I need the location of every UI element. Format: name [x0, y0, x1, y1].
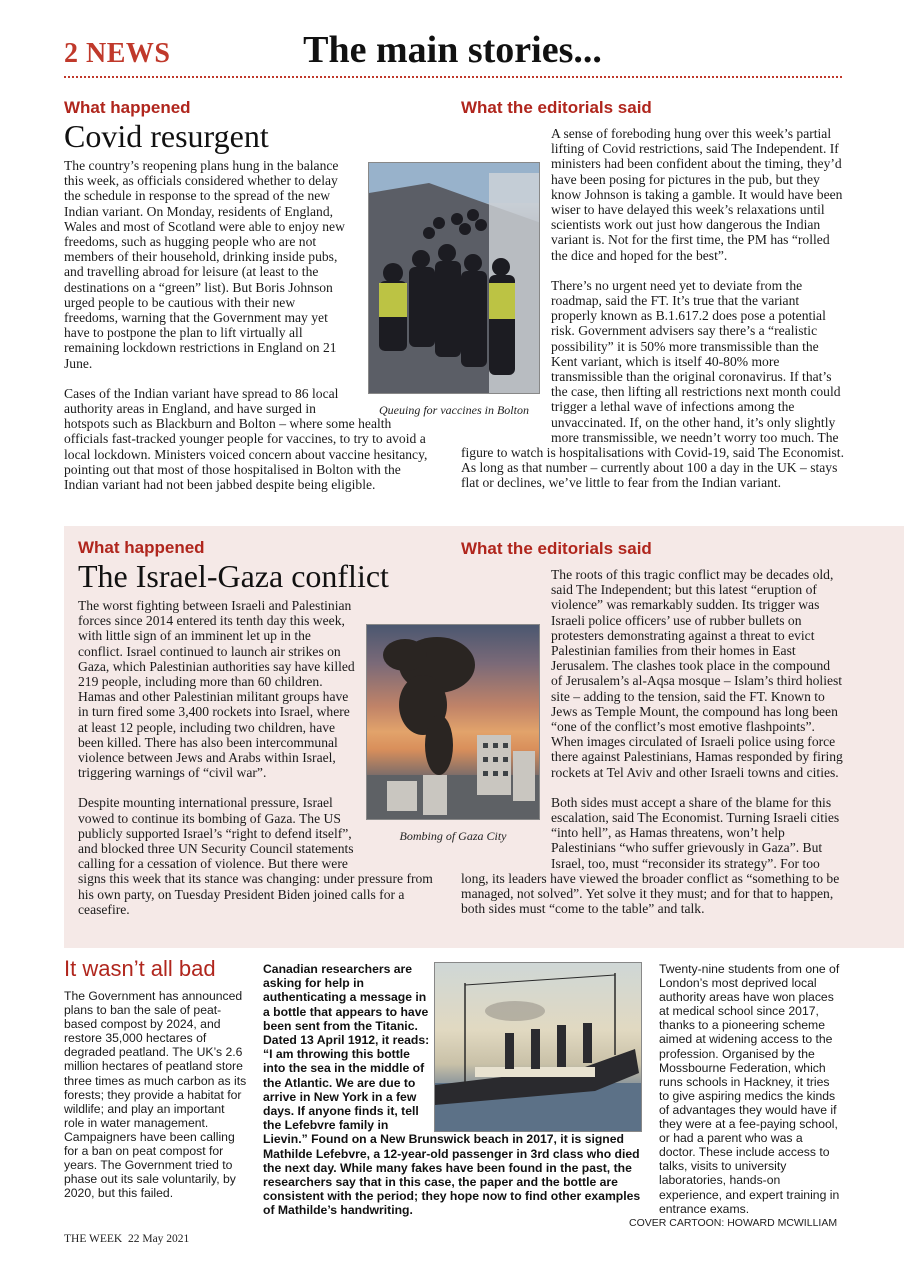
titanic-photo	[434, 962, 642, 1132]
vaccine-photo-caption: Queuing for vaccines in Bolton	[379, 403, 529, 417]
covid-headline: Covid resurgent	[64, 118, 269, 154]
gaza-kicker: What happened	[78, 538, 205, 557]
covid-editorial-kicker: What the editorials said	[461, 98, 652, 117]
gaza-editorial-body	[461, 567, 843, 931]
gaza-para-2: Despite mounting international pressure, Israel vowed to continue its bombing of Gaza. The US publicly supported Israel’s “right to defend itself”, and blocked three UN Security Council statements calling for a cessation of violence. But there were signs this week that its stance was changing: under pressure from his own party, on Tuesday President Biden joined calls for a ceasefire.	[78, 795, 433, 917]
gaza-editorial-para-1: The roots of this tragic conflict may be decades old, said The Independent; but this latest “eruption of violence” was remarkably sudden. Its trigger was Israeli police officers’ use of rubber bullets on protesters demonstrating against a threat to evict Palestinian families from their homes in East Jerusalem. The clashes took place in the compound of Jerusalem’s al-Aqsa mosque – Islam’s third holiest site – adding to the tension, said the FT. Known to Jews as Temple Mount, the compound has long been “one of the conflict’s most emotive flashpoints”. When images circulated of Israeli police using force there against Palestinians, Hamas responded by firing rockets at Tel Aviv and other Israeli towns and cities.	[551, 567, 843, 780]
not-all-bad-heading: It wasn’t all bad	[64, 956, 216, 981]
gaza-photo-caption: Bombing of Gaza City	[399, 829, 507, 843]
covid-editorial-para-1: A sense of foreboding hung over this week’s partial lifting of Covid restrictions, said The Independent. If ministers had been confident about the timing, they’d have been posing for pictures in the pub, but they know Johnson is taking a gamble. It would have been wiser to have delayed this week’s relaxations until scientists work out just how dangerous the Indian variant is. Not for the first time, the PM has “rolled the dice and hoped for the best”.	[551, 126, 843, 263]
gaza-headline: The Israel-Gaza conflict	[78, 558, 389, 594]
header-divider	[64, 76, 842, 78]
gaza-editorial-kicker: What the editorials said	[461, 539, 652, 558]
cover-credit: COVER CARTOON: HOWARD MCWILLIAM	[629, 1217, 838, 1229]
gaza-para-1: The worst fighting between Israeli and Palestinian forces since 2014 entered its tenth day this week, with little sign of an imminent let up in the conflict. Israel continued to launch air strikes on Gaza, which Palestinian authorities say have killed 219 people, including more than 60 children. Hamas and other Palestinian militant groups have in turn fired some 3,400 rockets into Israel, where at least 12 people, including two children, have been killed. There has also been intercommunal violence between Jews and Arabs within Israel, triggering warnings of “civil war”.	[78, 598, 355, 781]
page-title: The main stories...	[303, 29, 602, 71]
medical-students-brief: Twenty-nine students from one of London’s most deprived local authority areas have won places at medical school since 2017, thanks to a pioneering scheme aimed at widening access to the profession. Organised by the Mossbourne Federation, which runs schools in Hackney, it tries to give aspiring medics the kinds of advantages they would have if they were at a fee-paying school, or had a parent who was a doctor. These include access to talks, visits to university laboratories, hands-on experience, and expert training in entrance exams.	[659, 962, 840, 1216]
gaza-editorial-para-2: Both sides must accept a share of the blame for this escalation, said The Economist. Turning Israeli cities “into hell”, as Hamas threatens, won’t help Palestinians “who suffer grievously in Gaza”. But Israel, too, must “reconsider its strategy”. For too long, its leaders have viewed the broader conflict as “something to be managed, not solved”. Yet solve it they must; and for that to happen, both sides must “come to the table” and talk.	[461, 794, 840, 917]
covid-editorial-para-2: There’s no urgent need yet to deviate from the roadmap, said the FT. It’s true that the variant properly known as B.1.617.2 does pose a potential risk. Government advisers say there’s a “realistic possibility” it is 50% more transmissible than the Kent variant, which is itself 40-80% more transmissible than the original coronavirus. If that’s the case, then lifting all restrictions next month could trigger a lethal wave of infections among the unvaccinated. If, on the other hand, it’s only slightly more transmissible, we needn’t worry too much. The figure to watch is hospitalisations with Covid-19, said The Economist. As long as that number – currently about 100 a day in the UK – stays flat or declines, we’ve little to fear from the Indian variant.	[461, 277, 844, 491]
covid-para-2: Cases of the Indian variant have spread to 86 local authority areas in England, and have surged in hotspots such as Blackburn and Bolton – where some health officials fast-tracked younger people for vaccines, to try to avoid a local lockdown. Ministers voiced concern about vaccine hesitancy, pointing out that most of those hospitalised in Bolton with the Indian variant had not been jabbed despite being eligible.	[64, 385, 428, 493]
covid-editorial-body	[461, 126, 844, 506]
publication-footer: THE WEEK 22 May 2021	[64, 1233, 190, 1245]
section-name: NEWS	[86, 38, 171, 69]
covid-para-1: The country’s reopening plans hung in the balance this week, as officials considered whether to delay the schedule in response to the spread of the new Indian variant. On Monday, residents of England, Wales and most of Scotland were able to enjoy new freedoms, such as hugging people who are not members of their household, drinking inside pubs, and travelling abroad for leisure (at least to the destinations on a “green” list). But Boris Johnson urged people to be cautious with their new freedoms, warning that the Government may yet have to postpone the plan to lift virtually all remaining lockdown restrictions in England on 21 June.	[64, 158, 345, 371]
peat-brief: The Government has announced plans to ban the sale of peat-based compost by 2024, and restore 35,000 hectares of degraded peatland. The UK’s 2.6 million hectares of peatland store three times as much carbon as its forests; they provide a habitat for wildlife; and play an important role in water management. Campaigners have been calling for a ban on peat compost for years. The Government tried to phase out its sale voluntarily, by 2020, but this failed.	[64, 989, 247, 1201]
titanic-bottle-text: Canadian researchers are asking for help in authenticating a message in a bottle that appears to have been sent from the Titanic. Dated 13 April 1912, it reads: “I am throwing this bottle into the sea in the middle of the Atlantic. We are due to arrive in New York in a few days. If anyone finds it, tell the Lefebvre family in Lievin.” Found on a New Brunswick beach in 2017, it is signed Mathilde Lefebvre, a 12-year-old passenger in 3rd class who died the next day. While many fakes have been found in the past, the researchers say that in this case, the paper and the bottle are consistent with the period; they hope now to find other examples of Mathilde’s handwriting.	[263, 962, 641, 1218]
covid-kicker: What happened	[64, 98, 191, 117]
page-number: 2	[64, 38, 79, 69]
